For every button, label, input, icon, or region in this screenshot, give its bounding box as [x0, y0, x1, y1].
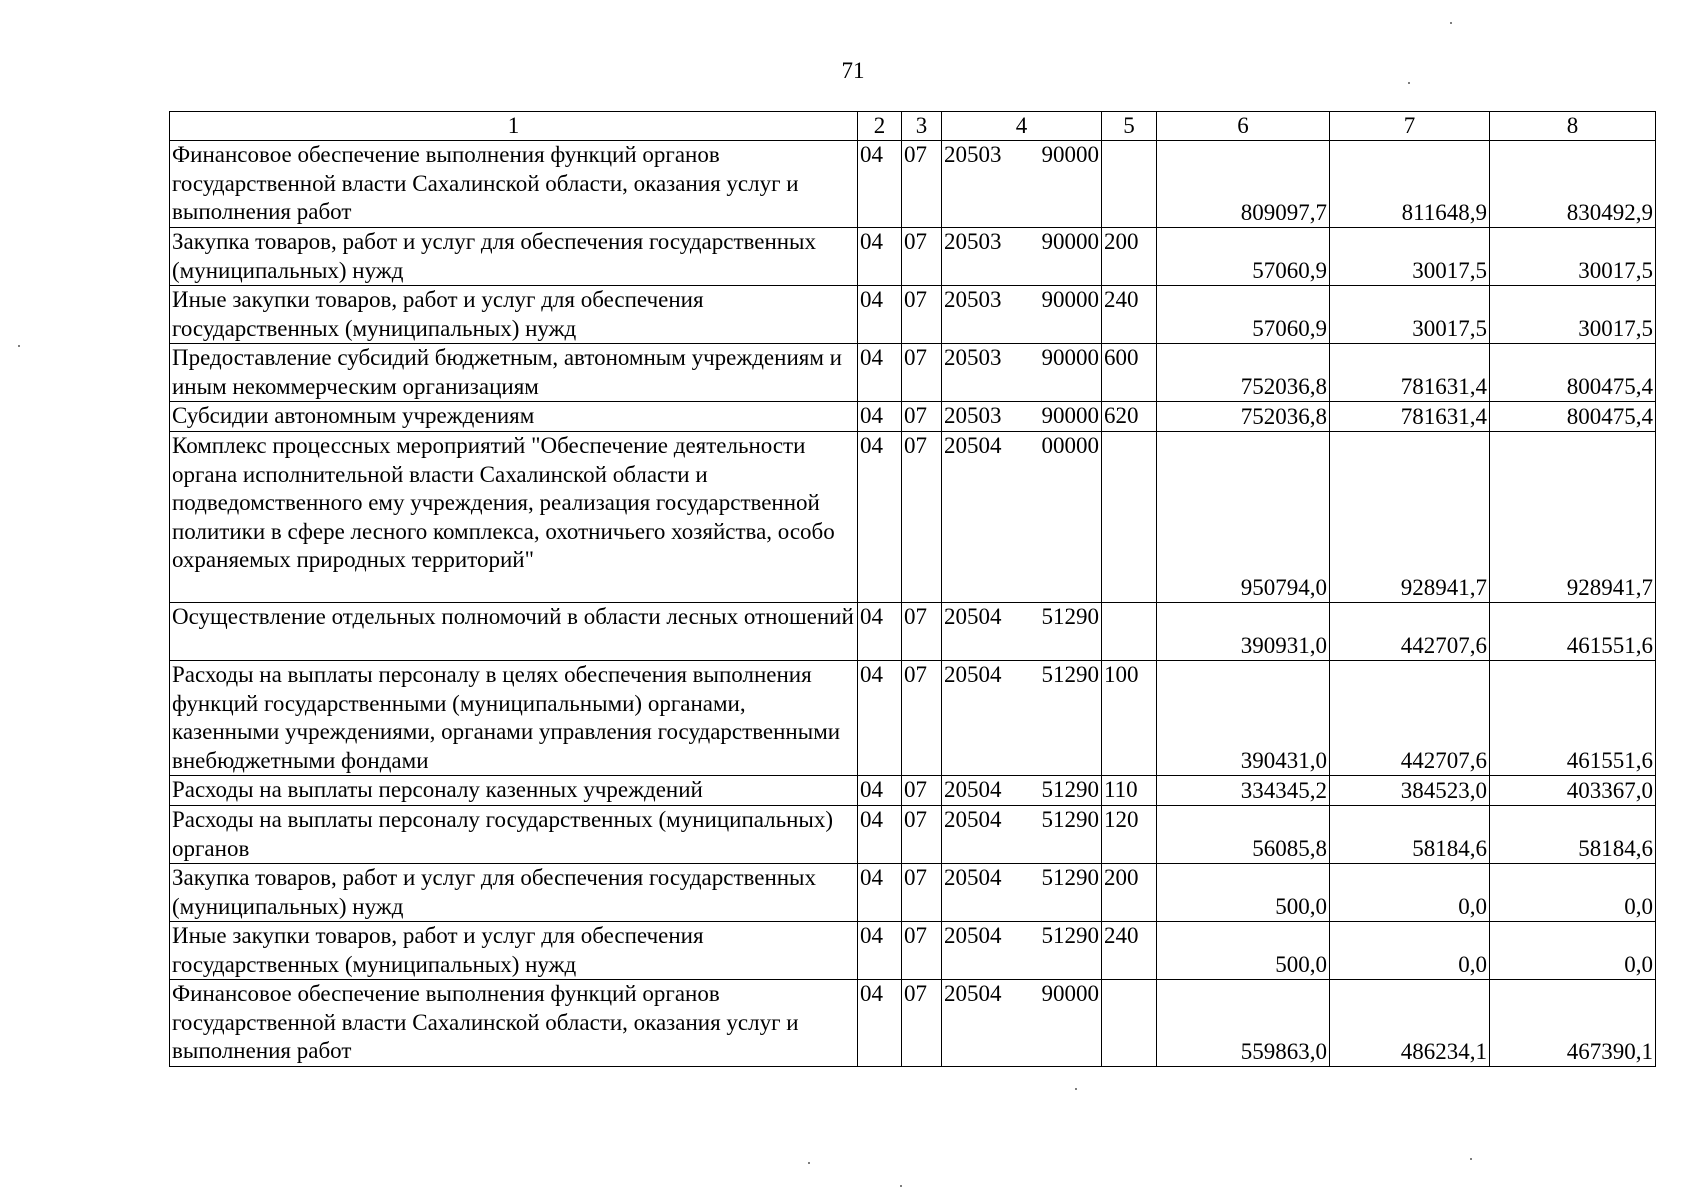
amount-year-2: 384523,0: [1330, 776, 1490, 806]
table-row: [170, 864, 1656, 922]
subsection-code: 07: [902, 141, 942, 228]
table-row: [170, 661, 1656, 776]
amount-year-1: 500,0: [1157, 864, 1330, 922]
row-name: Финансовое обеспечение выполнения функций органов государственной власти Сахалинской области, оказания услуг и выполнения работ: [170, 141, 858, 228]
section-code: 04: [858, 776, 902, 806]
target-article-cell: [942, 922, 1102, 980]
table-row: [170, 228, 1656, 286]
amount-year-2: 781631,4: [1330, 402, 1490, 432]
amount-year-3: 30017,5: [1490, 286, 1656, 344]
table-row: [170, 141, 1656, 228]
target-article-program-code: 20504: [944, 923, 1002, 948]
amount-year-2: 30017,5: [1330, 228, 1490, 286]
target-article-direction-code: 51290: [1041, 807, 1099, 832]
section-code: 04: [858, 864, 902, 922]
amount-year-3: 467390,1: [1490, 980, 1656, 1067]
scan-speck: [18, 345, 20, 347]
target-article-program-code: 20503: [944, 142, 1002, 167]
expense-type-code: 110: [1102, 776, 1157, 806]
target-article-program-code: 20504: [944, 981, 1002, 1006]
target-article-direction-code: 90000: [1041, 981, 1099, 1006]
header-cell-2: 2: [858, 112, 902, 141]
row-name: Закупка товаров, работ и услуг для обеспечения государственных (муниципальных) нужд: [170, 864, 858, 922]
row-name: Расходы на выплаты персоналу казенных учреждений: [170, 776, 858, 806]
section-code: 04: [858, 603, 902, 661]
target-article-program-code: 20504: [944, 433, 1002, 458]
amount-year-2: 442707,6: [1330, 661, 1490, 776]
section-code: 04: [858, 922, 902, 980]
subsection-code: 07: [902, 922, 942, 980]
amount-year-2: 811648,9: [1330, 141, 1490, 228]
header-cell-5: 5: [1102, 112, 1157, 141]
target-article-program-code: 20504: [944, 604, 1002, 629]
header-cell-3: 3: [902, 112, 942, 141]
table-row: [170, 344, 1656, 402]
expense-type-code: [1102, 980, 1157, 1067]
amount-year-2: 58184,6: [1330, 806, 1490, 864]
amount-year-3: 461551,6: [1490, 603, 1656, 661]
table-row: [170, 806, 1656, 864]
target-article-cell: [942, 228, 1102, 286]
row-name: Финансовое обеспечение выполнения функций органов государственной власти Сахалинской области, оказания услуг и выполнения работ: [170, 980, 858, 1067]
amount-year-3: 403367,0: [1490, 776, 1656, 806]
row-name: Иные закупки товаров, работ и услуг для обеспечения государственных (муниципальных) нужд: [170, 922, 858, 980]
subsection-code: 07: [902, 776, 942, 806]
subsection-code: 07: [902, 286, 942, 344]
target-article-cell: [942, 980, 1102, 1067]
expense-type-code: 200: [1102, 864, 1157, 922]
row-name: Расходы на выплаты персоналу государственных (муниципальных) органов: [170, 806, 858, 864]
row-name: Иные закупки товаров, работ и услуг для обеспечения государственных (муниципальных) нужд: [170, 286, 858, 344]
page-number: 71: [841, 58, 865, 83]
target-article-cell: [942, 402, 1102, 432]
expense-type-code: [1102, 603, 1157, 661]
budget-table: [169, 111, 1656, 1067]
table-header-row: [170, 112, 1656, 141]
subsection-code: 07: [902, 432, 942, 603]
target-article-direction-code: 90000: [1041, 229, 1099, 254]
target-article-program-code: 20503: [944, 345, 1002, 370]
expense-type-code: 620: [1102, 402, 1157, 432]
amount-year-1: 809097,7: [1157, 141, 1330, 228]
amount-year-3: 830492,9: [1490, 141, 1656, 228]
target-article-direction-code: 90000: [1041, 142, 1099, 167]
amount-year-3: 58184,6: [1490, 806, 1656, 864]
amount-year-1: 57060,9: [1157, 286, 1330, 344]
amount-year-1: 752036,8: [1157, 402, 1330, 432]
section-code: 04: [858, 344, 902, 402]
subsection-code: 07: [902, 344, 942, 402]
table-row: [170, 402, 1656, 432]
amount-year-1: 950794,0: [1157, 432, 1330, 603]
amount-year-1: 390431,0: [1157, 661, 1330, 776]
amount-year-3: 928941,7: [1490, 432, 1656, 603]
section-code: 04: [858, 228, 902, 286]
target-article-program-code: 20503: [944, 229, 1002, 254]
row-name: Закупка товаров, работ и услуг для обеспечения государственных (муниципальных) нужд: [170, 228, 858, 286]
target-article-direction-code: 51290: [1041, 865, 1099, 890]
subsection-code: 07: [902, 603, 942, 661]
target-article-cell: [942, 661, 1102, 776]
amount-year-3: 0,0: [1490, 864, 1656, 922]
amount-year-2: 781631,4: [1330, 344, 1490, 402]
target-article-direction-code: 90000: [1041, 345, 1099, 370]
header-cell-7: 7: [1330, 112, 1490, 141]
header-cell-1: 1: [170, 112, 858, 141]
subsection-code: 07: [902, 228, 942, 286]
target-article-program-code: 20504: [944, 662, 1002, 687]
amount-year-1: 334345,2: [1157, 776, 1330, 806]
target-article-cell: [942, 603, 1102, 661]
amount-year-3: 800475,4: [1490, 402, 1656, 432]
amount-year-2: 0,0: [1330, 922, 1490, 980]
target-article-cell: [942, 776, 1102, 806]
target-article-program-code: 20504: [944, 777, 1002, 802]
target-article-direction-code: 00000: [1041, 433, 1099, 458]
expense-type-code: 120: [1102, 806, 1157, 864]
target-article-program-code: 20504: [944, 865, 1002, 890]
scan-speck: [1075, 1088, 1077, 1090]
row-name: Предоставление субсидий бюджетным, автономным учреждениям и иным некоммерческим организациям: [170, 344, 858, 402]
target-article-program-code: 20503: [944, 403, 1002, 428]
row-name: Субсидии автономным учреждениям: [170, 402, 858, 432]
amount-year-2: 30017,5: [1330, 286, 1490, 344]
row-name: Расходы на выплаты персоналу в целях обеспечения выполнения функций государственными (муниципальными) органами, казенными учреждениями, органами управления государственными внебюджетными фондами: [170, 661, 858, 776]
amount-year-2: 0,0: [1330, 864, 1490, 922]
target-article-program-code: 20504: [944, 807, 1002, 832]
section-code: 04: [858, 980, 902, 1067]
subsection-code: 07: [902, 661, 942, 776]
table-row: [170, 603, 1656, 661]
section-code: 04: [858, 661, 902, 776]
subsection-code: 07: [902, 864, 942, 922]
section-code: 04: [858, 402, 902, 432]
amount-year-2: 928941,7: [1330, 432, 1490, 603]
target-article-direction-code: 51290: [1041, 777, 1099, 802]
target-article-program-code: 20503: [944, 287, 1002, 312]
subsection-code: 07: [902, 806, 942, 864]
subsection-code: 07: [902, 980, 942, 1067]
scan-speck: [1408, 82, 1410, 84]
section-code: 04: [858, 806, 902, 864]
amount-year-3: 800475,4: [1490, 344, 1656, 402]
table-row: [170, 432, 1656, 603]
amount-year-1: 57060,9: [1157, 228, 1330, 286]
subsection-code: 07: [902, 402, 942, 432]
target-article-cell: [942, 286, 1102, 344]
target-article-cell: [942, 806, 1102, 864]
header-cell-4: 4: [942, 112, 1102, 141]
amount-year-3: 461551,6: [1490, 661, 1656, 776]
expense-type-code: 240: [1102, 286, 1157, 344]
table-row: [170, 286, 1656, 344]
table-row: [170, 776, 1656, 806]
amount-year-1: 500,0: [1157, 922, 1330, 980]
expense-type-code: 600: [1102, 344, 1157, 402]
target-article-direction-code: 90000: [1041, 287, 1099, 312]
amount-year-1: 390931,0: [1157, 603, 1330, 661]
section-code: 04: [858, 141, 902, 228]
amount-year-2: 486234,1: [1330, 980, 1490, 1067]
expense-type-code: 100: [1102, 661, 1157, 776]
table-row: [170, 922, 1656, 980]
scan-speck: [1450, 22, 1452, 24]
scan-speck: [808, 1162, 810, 1164]
scan-speck: [900, 1185, 902, 1187]
row-name: Осуществление отдельных полномочий в области лесных отношений: [170, 603, 858, 661]
target-article-direction-code: 51290: [1041, 604, 1099, 629]
section-code: 04: [858, 432, 902, 603]
target-article-direction-code: 51290: [1041, 923, 1099, 948]
scan-speck: [1470, 1158, 1472, 1160]
amount-year-2: 442707,6: [1330, 603, 1490, 661]
expense-type-code: [1102, 432, 1157, 603]
target-article-cell: [942, 344, 1102, 402]
section-code: 04: [858, 286, 902, 344]
expense-type-code: [1102, 141, 1157, 228]
target-article-cell: [942, 864, 1102, 922]
expense-type-code: 200: [1102, 228, 1157, 286]
amount-year-3: 0,0: [1490, 922, 1656, 980]
row-name: Комплекс процессных мероприятий "Обеспечение деятельности органа исполнительной власти Сахалинской области и подведомственного ему учреждения, реализация государственной политики в сфере лесного комплекса, охотничьего хозяйства, особо охраняемых природных территорий": [170, 432, 858, 603]
amount-year-1: 56085,8: [1157, 806, 1330, 864]
target-article-cell: [942, 141, 1102, 228]
expense-type-code: 240: [1102, 922, 1157, 980]
amount-year-1: 559863,0: [1157, 980, 1330, 1067]
amount-year-3: 30017,5: [1490, 228, 1656, 286]
header-cell-6: 6: [1157, 112, 1330, 141]
target-article-cell: [942, 432, 1102, 603]
amount-year-1: 752036,8: [1157, 344, 1330, 402]
header-cell-8: 8: [1490, 112, 1656, 141]
target-article-direction-code: 90000: [1041, 403, 1099, 428]
target-article-direction-code: 51290: [1041, 662, 1099, 687]
table-row: [170, 980, 1656, 1067]
